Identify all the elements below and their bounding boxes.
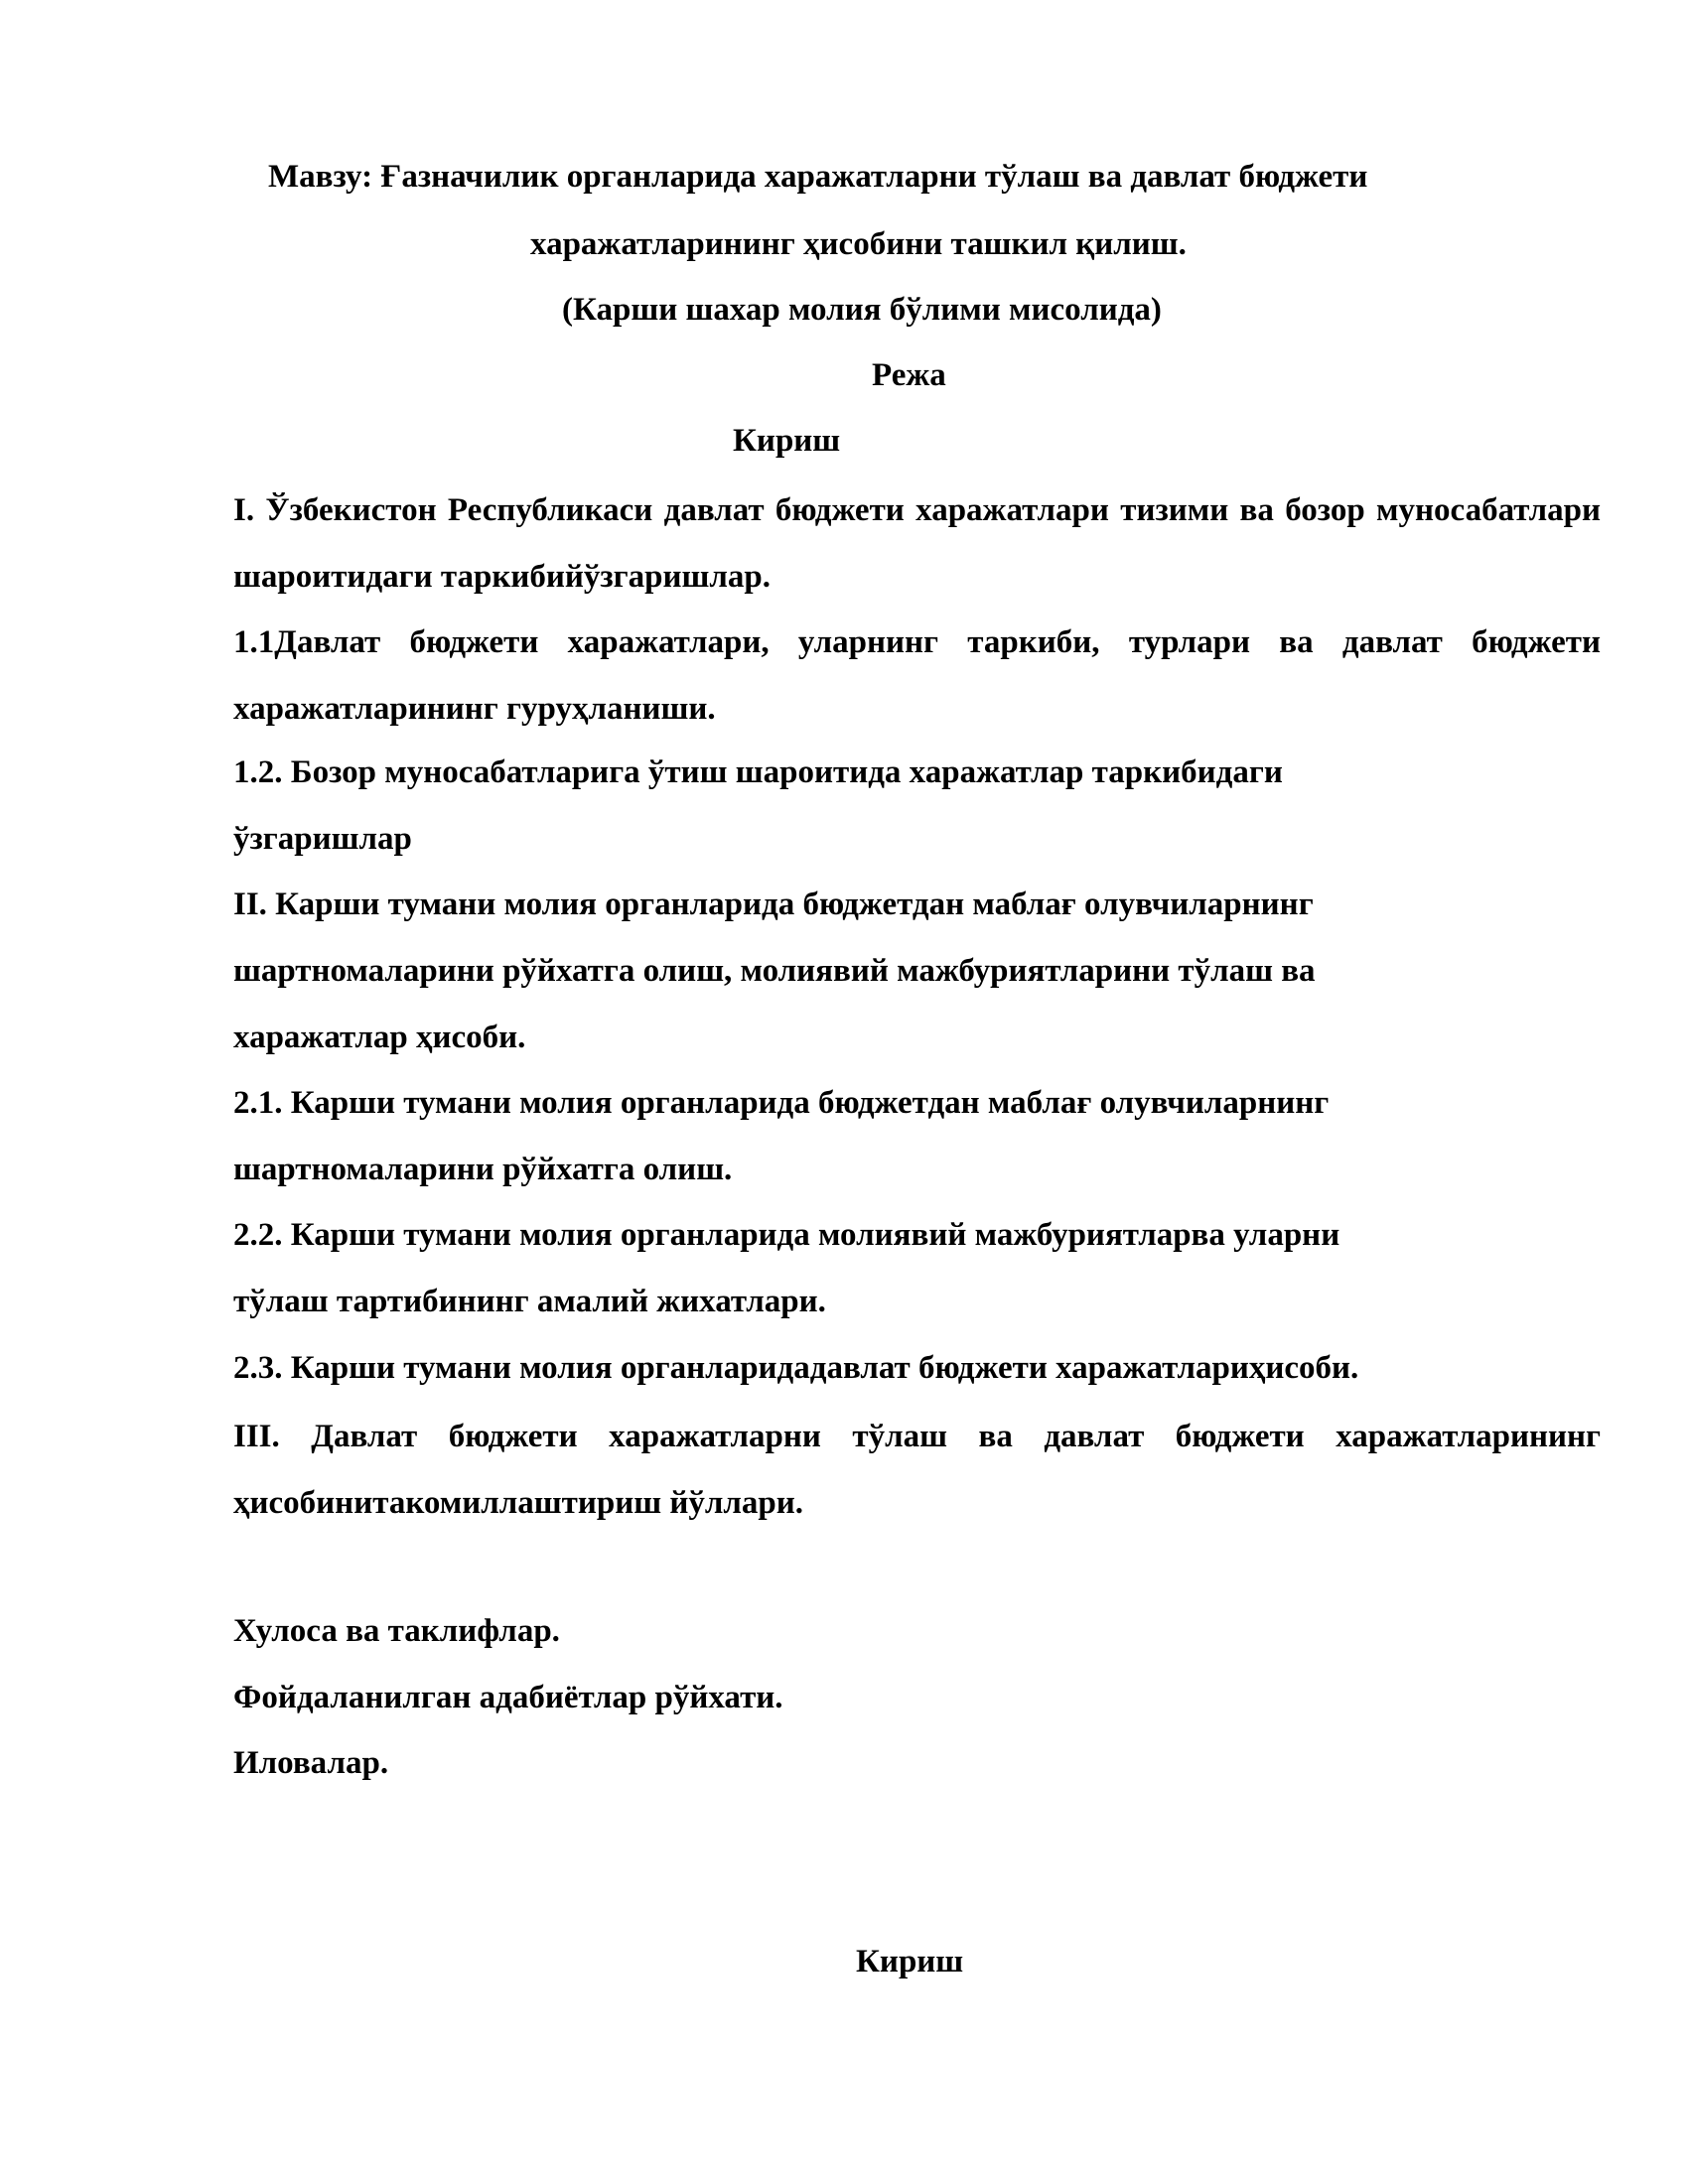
plan-references: Фойдаланилган адабиётлар рўйхати.: [233, 1680, 783, 1715]
plan-item-1-1: 1.1Давлат бюджети харажатлари, уларнинг таркиби, турлари ва давлат бюджети харажатларининг гуруҳланиши.: [233, 624, 1601, 727]
plan-item-2-2-line-2: тўлаш тартибининг амалий жихатлари.: [233, 1284, 826, 1319]
plan-section-1: I. Ўзбекистон Республикаси давлат бюджети харажатлари тизими ва бозор муносабатлари шароитидаги таркибийўзгаришлар.: [233, 492, 1601, 595]
plan-section-2-line-3: харажатлар ҳисоби.: [233, 1020, 526, 1055]
plan-item-2-2-line-1: 2.2. Карши тумани молия органларида молиявий мажбуриятларва уларни: [233, 1217, 1340, 1253]
plan-section-2-line-2: шартномаларини рўйхатга олиш, молиявий мажбуриятларини тўлаш ва: [233, 953, 1316, 989]
intro-section-heading: Кириш: [856, 1944, 964, 1979]
title-line-1: Мавзу: Ғазначилик органларида харажатларни тўлаш ва давлат бюджети: [268, 159, 1368, 195]
intro-heading: Кириш: [733, 423, 841, 459]
plan-appendices: Иловалар.: [233, 1745, 389, 1781]
plan-section-2-line-1: II. Карши тумани молия органларида бюджетдан маблағ олувчиларнинг: [233, 887, 1314, 922]
plan-item-2-1-line-2: шартномаларини рўйхатга олиш.: [233, 1152, 733, 1187]
plan-item-2-1-line-1: 2.1. Карши тумани молия органларида бюджетдан маблағ олувчиларнинг: [233, 1085, 1330, 1121]
plan-conclusions: Хулоса ва таклифлар.: [233, 1613, 560, 1649]
plan-item-1-2-line-1: 1.2. Бозор муносабатларига ўтиш шароитида харажатлар таркибидаги: [233, 754, 1283, 790]
plan-item-2-3: 2.3. Карши тумани молия органларидадавлат бюджети харажатлариҳисоби.: [233, 1350, 1359, 1386]
plan-section-3: III. Давлат бюджети харажатларни тўлаш ва давлат бюджети харажатларининг ҳисобинитакомиллаштириш йўллари.: [233, 1419, 1601, 1521]
title-line-2: харажатларининг ҳисобини ташкил қилиш.: [530, 226, 1187, 262]
title-line-3: (Карши шахар молия бўлими мисолида): [562, 292, 1162, 328]
plan-heading: Режа: [872, 357, 946, 393]
plan-item-1-2-line-2: ўзгаришлар: [233, 821, 412, 857]
